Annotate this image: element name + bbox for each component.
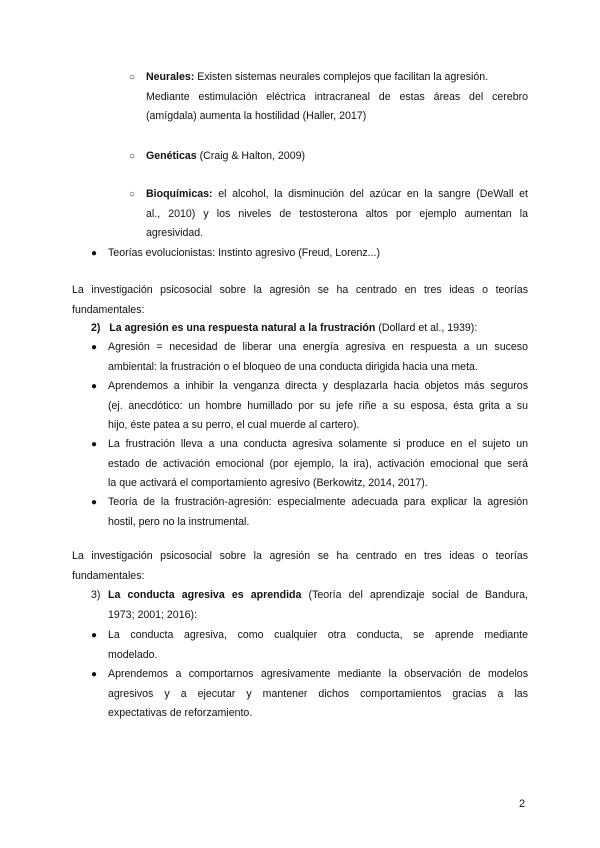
list-item-text: expectativas de reforzamiento. [108, 707, 253, 719]
list-item-text: estado de activación emocional (por ejemplo, la ira), activación emocional que será [108, 457, 528, 470]
list-item-text: Aprendemos a inhibir la venganza directa y desplazarla hacia objetos más seguros [108, 380, 528, 392]
section-number: 3) [91, 589, 101, 601]
bullet-icon: ● [91, 381, 98, 392]
factor-label: Neurales: [146, 71, 195, 83]
section-3-heading [108, 586, 528, 625]
section-title: La agresión es una respuesta natural a la frustración [109, 322, 376, 334]
list-item [108, 377, 528, 436]
list-item-text: Teoría de la frustración-agresión: especialmente adecuada para explicar la agresión [108, 496, 528, 508]
intro-line: fundamentales: [72, 303, 145, 316]
factor-neurales [146, 68, 528, 127]
list-item [108, 493, 528, 532]
bullet-icon: ● [91, 669, 98, 680]
bullet-icon: ● [91, 630, 98, 641]
section-cite: 1973; 2001; 2016): [108, 608, 197, 621]
list-item-text: (ej. anecdótico: un hombre humillado por su jefe riñe a su esposa, ésta grita a su [108, 399, 528, 412]
factor-text: (Craig & Halton, 2009) [199, 150, 306, 162]
bullet-icon: ● [91, 342, 98, 353]
hollow-bullet-icon: ○ [129, 189, 136, 200]
section-cite: (Dollard et al., 1939): [378, 322, 478, 334]
factor-text: (amígdala) aumenta la hostilidad (Haller, 2017) [146, 110, 367, 122]
factor-bioquimicas [146, 185, 528, 244]
page-number: 2 [519, 798, 526, 810]
list-item [108, 435, 528, 494]
list-item-text: ambiental: la frustración o el bloqueo de una conducta dirigida hacia una meta. [108, 360, 478, 373]
factor-geneticas [146, 147, 528, 167]
bullet-icon: ● [91, 248, 98, 259]
list-item-text: La conducta agresiva, como cualquier otra conducta, se aprende mediante [108, 629, 528, 641]
list-item-text: La frustración lleva a una conducta agresiva solamente si produce en el sujeto un [108, 438, 528, 450]
section-2-heading [91, 319, 477, 339]
list-item-text: modelado. [108, 648, 158, 661]
section-cite: (Teoría del aprendizaje social de Bandura, [308, 589, 528, 601]
intro-line: La investigación psicosocial sobre la agresión se ha centrado en tres ideas o teorías [72, 284, 528, 296]
list-item-text: la que activará el comportamiento agresivo (Berkowitz, 2014, 2017). [108, 477, 428, 489]
evolutionary-theories: Teorías evolucionistas: Instinto agresivo (Freud, Lorenz...) [108, 247, 381, 259]
list-item-text: Aprendemos a comportarnos agresivamente mediante la observación de modelos [108, 668, 528, 680]
list-item [108, 626, 528, 665]
list-item-text: Agresión = necesidad de liberar una energía agresiva en respuesta a un suceso [108, 341, 528, 353]
factor-label: Bioquímicas: [146, 188, 213, 200]
section-number: 2) [91, 322, 101, 334]
bullet-icon: ● [91, 439, 98, 450]
factor-text: agresividad. [146, 227, 204, 239]
list-item-text: agresivos y a ejecutar y mantener dichos comportamientos gracias a las [108, 687, 528, 700]
hollow-bullet-icon: ○ [129, 72, 136, 83]
factor-text: Mediante estimulación eléctrica intracraneal de estas áreas del cerebro [146, 90, 528, 103]
list-item-text: hijo, éste patea a su perro, el cual muerde al cartero). [108, 419, 360, 431]
intro-line: La investigación psicosocial sobre la agresión se ha centrado en tres ideas o teorías [72, 550, 528, 562]
list-item [108, 338, 528, 377]
section-title: La conducta agresiva es aprendida [108, 589, 302, 601]
hollow-bullet-icon: ○ [129, 151, 136, 162]
list-item [108, 665, 528, 724]
factor-label: Genéticas [146, 150, 197, 162]
factor-text: al., 2010) y los niveles de testosterona altos por ejemplo aumentan la [146, 207, 528, 220]
list-item-text: hostil, pero no la instrumental. [108, 515, 250, 528]
intro-paragraph-1 [72, 281, 528, 320]
intro-paragraph-2 [72, 547, 528, 586]
intro-line: fundamentales: [72, 569, 145, 582]
factor-text: Existen sistemas neurales complejos que facilitan la agresión. [197, 71, 489, 83]
bullet-icon: ● [91, 497, 98, 508]
factor-text: el alcohol, la disminución del azúcar en la sangre (DeWall et [218, 188, 529, 200]
